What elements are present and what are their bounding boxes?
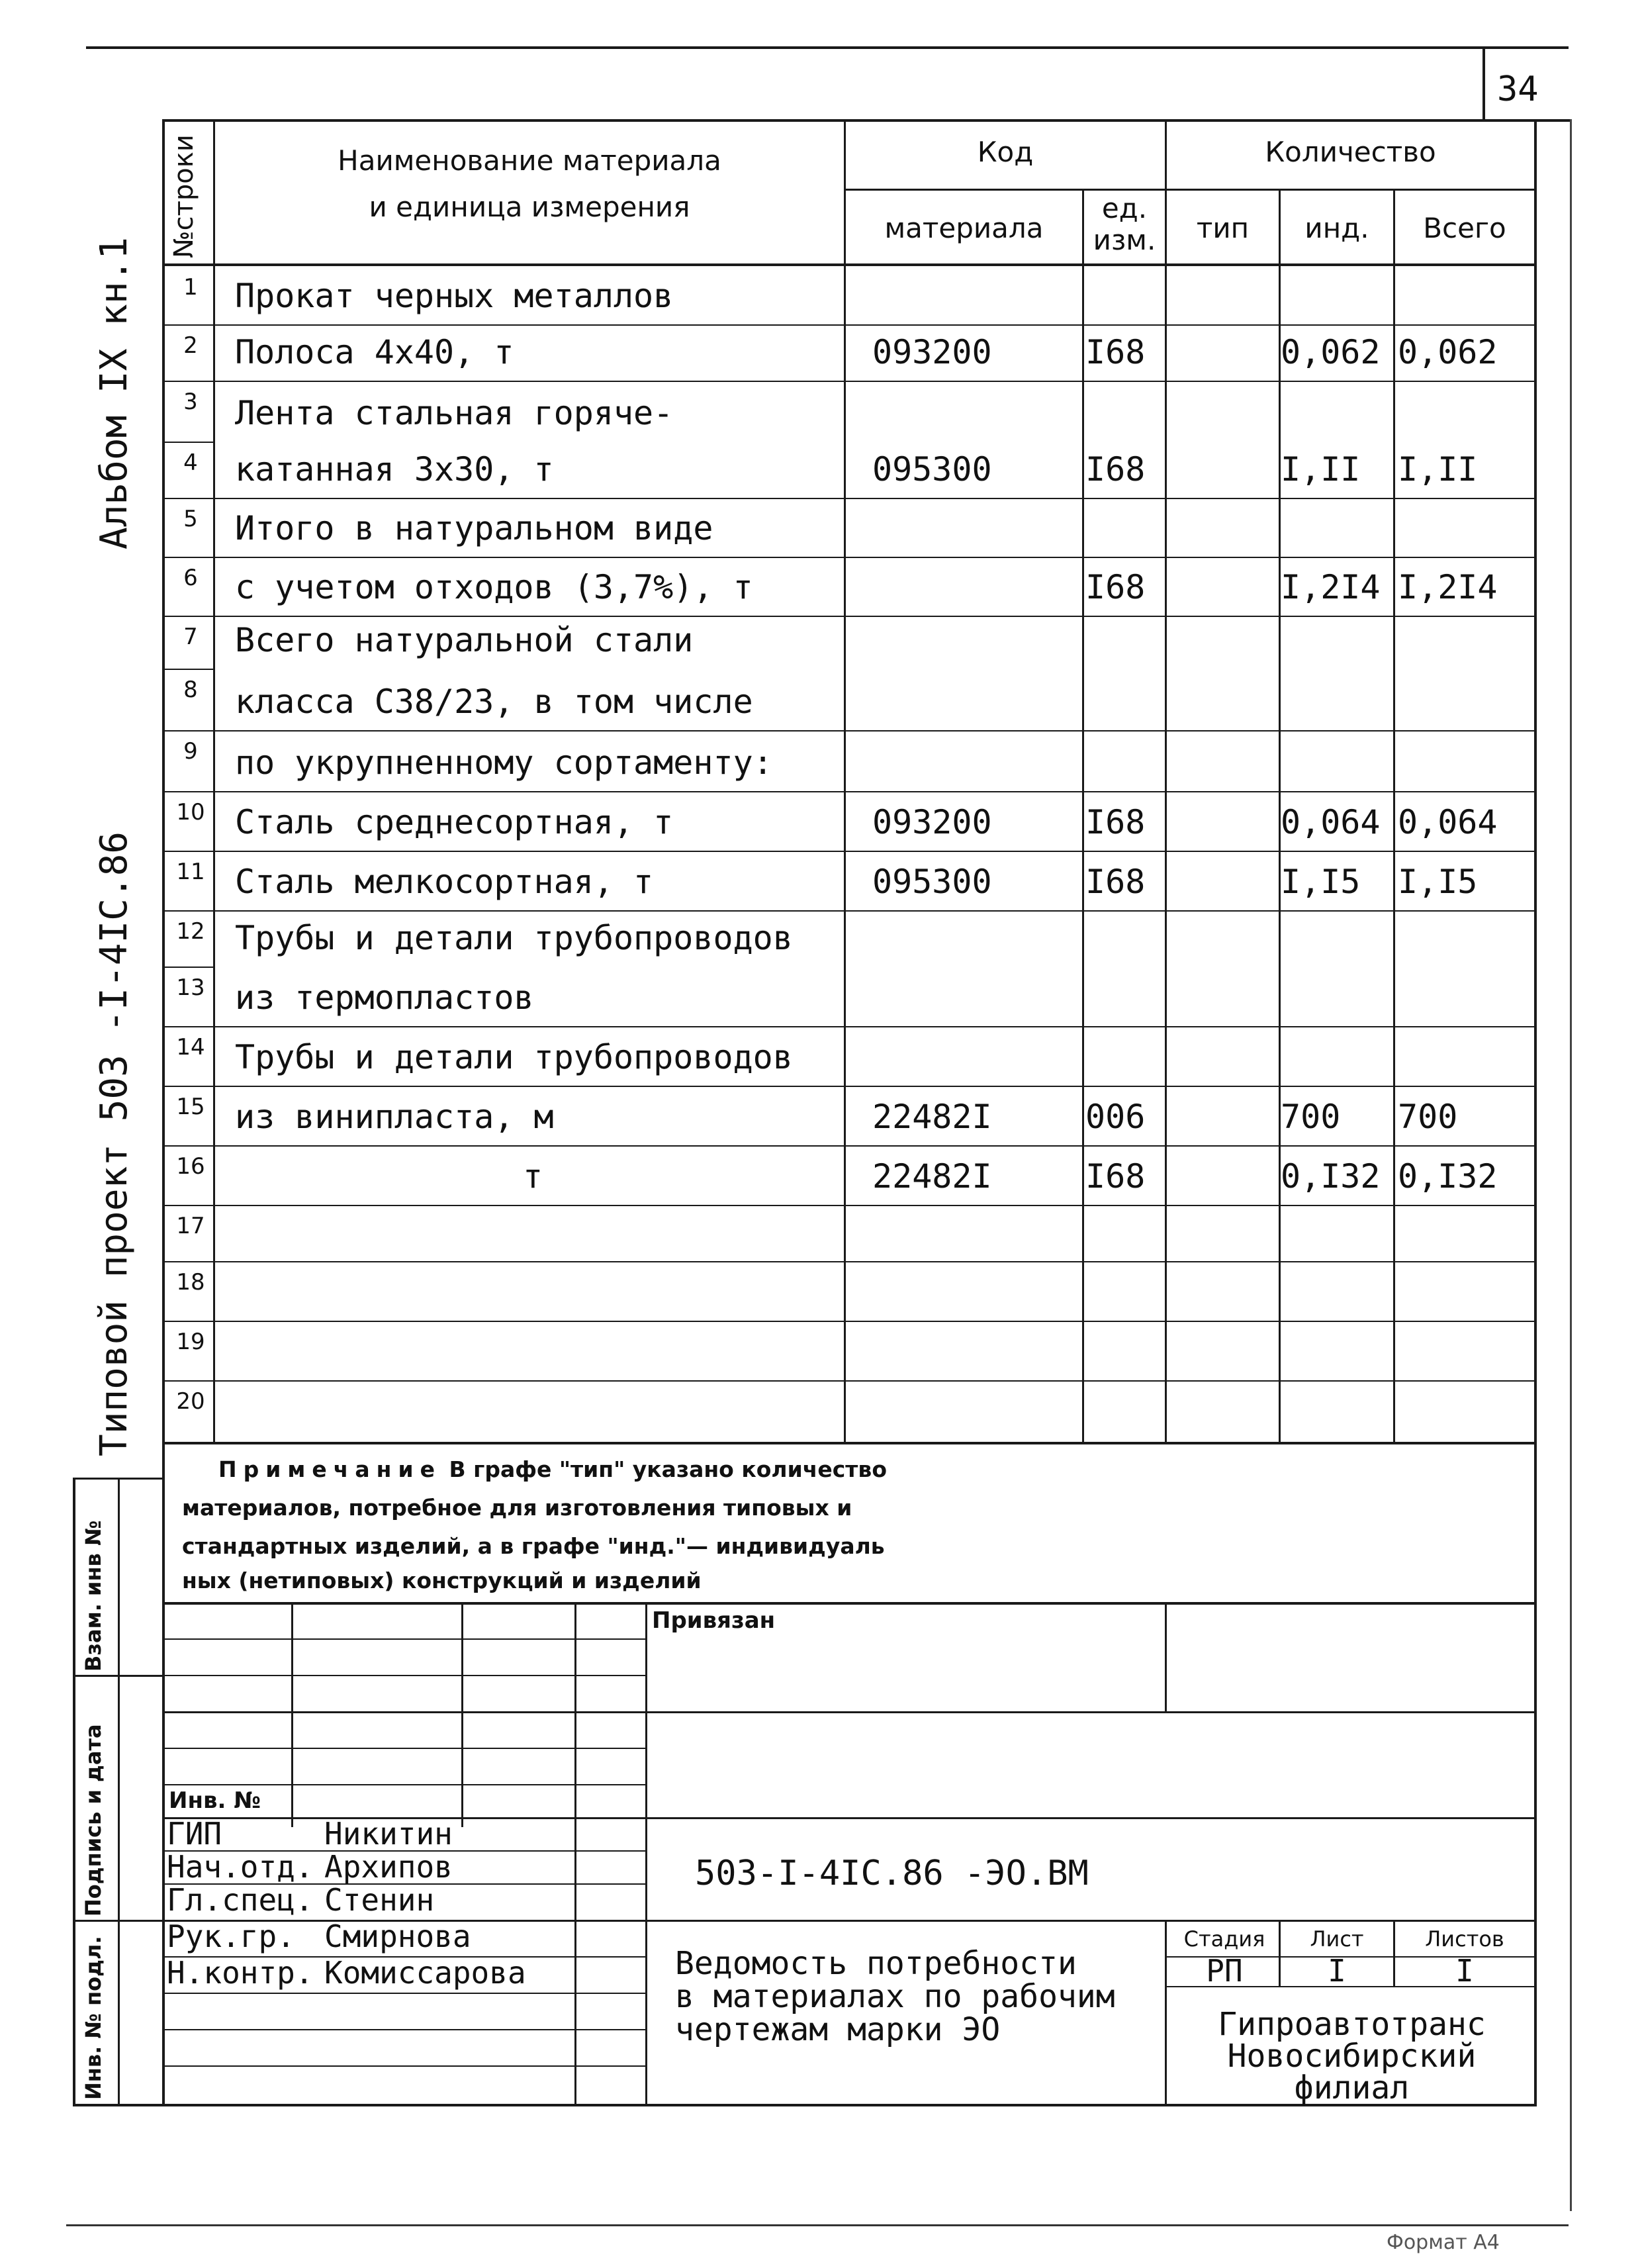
row-name: с учетом отходов (3,7%), т <box>235 568 753 606</box>
row-code: 093200 <box>872 803 992 841</box>
note-line4: ных (нетиповых) конструкций и изделий <box>182 1568 702 1593</box>
org-line1: Гипроавтотранс <box>1218 2006 1486 2043</box>
row-number: 13 <box>176 974 205 1001</box>
table-right <box>1534 119 1537 2104</box>
row-name: Полоса 4х40, т <box>235 333 514 371</box>
code-material-header: материала <box>884 212 1044 244</box>
page-number-box-left <box>1482 46 1485 119</box>
code-unit-header-1: ед. <box>1101 192 1148 224</box>
row-number: 16 <box>176 1153 205 1180</box>
document-code: 503-I-4IC.86 -ЭО.ВМ <box>695 1854 1089 1893</box>
row-name: Сталь мелкосортная, т <box>235 863 654 901</box>
row-unit: 006 <box>1085 1098 1146 1136</box>
row-ind: 700 <box>1281 1098 1341 1136</box>
row-number: 17 <box>176 1213 205 1239</box>
note-line2: материалов, потребное для изготовления типовых и <box>182 1495 852 1521</box>
row-ind: I,I5 <box>1281 863 1361 901</box>
right-border <box>1570 119 1572 2211</box>
row-code: 095300 <box>872 450 992 489</box>
org-line2: Новосибирский <box>1227 2038 1477 2075</box>
row-code: 22482I <box>872 1157 992 1196</box>
sheet-value: I <box>1328 1953 1346 1989</box>
row-number: 1 <box>183 274 198 301</box>
row-total: I,II <box>1398 450 1478 489</box>
row-number: 2 <box>183 332 198 359</box>
table-top <box>162 119 1570 122</box>
sheets-value: I <box>1455 1953 1474 1989</box>
row-ind: 0,I32 <box>1281 1157 1381 1196</box>
sheets-label: Листов <box>1425 1926 1504 1952</box>
signature-name: Смирнова <box>324 1918 471 1954</box>
row-name: Лента стальная горяче- <box>235 394 674 432</box>
row-code: 22482I <box>872 1098 992 1136</box>
rows-bottom <box>162 1442 1537 1444</box>
row-number: 19 <box>176 1329 205 1355</box>
row-number: 9 <box>183 738 198 765</box>
row-number: 15 <box>176 1094 205 1120</box>
inv-no-label: Инв. № <box>169 1787 261 1814</box>
privyazan-label: Привязан <box>652 1607 776 1634</box>
row-code: 095300 <box>872 863 992 901</box>
row-name: из термопластов <box>235 978 534 1017</box>
qty-ind-header: инд. <box>1304 212 1369 244</box>
row-name: Всего натуральной стали <box>235 621 694 659</box>
row-name: Прокат черных металлов <box>235 277 674 315</box>
signature-role: Рук.гр. <box>167 1918 295 1954</box>
margin-label-signature: Подпись и дата <box>81 1724 106 1916</box>
album-label: Альбом IX кн.1 <box>93 236 136 549</box>
signature-name: Никитин <box>324 1816 453 1852</box>
row-unit: I68 <box>1085 333 1146 371</box>
quantity-header: Количество <box>1265 136 1436 168</box>
signature-role: Нач.отд. <box>167 1849 314 1885</box>
row-number: 8 <box>183 677 198 703</box>
row-total: 0,064 <box>1398 803 1498 841</box>
row-number: 18 <box>176 1269 205 1296</box>
note-line3: стандартных изделий, а в графе "инд."— индивидуаль <box>182 1533 885 1559</box>
project-label: Типовой проект 503 -I-4IC.86 <box>93 831 136 1456</box>
signature-name: Архипов <box>324 1849 453 1885</box>
row-unit: I68 <box>1085 1157 1146 1196</box>
margin-label-inv: Инв. № подл. <box>81 1936 106 2100</box>
doc-title-line2: в материалах по рабочим <box>675 1978 1115 2015</box>
signature-role: Гл.спец. <box>167 1882 314 1918</box>
qty-total-header: Всего <box>1423 212 1506 244</box>
row-number: 4 <box>183 449 198 476</box>
name-header-line1: Наименование материала <box>338 144 721 177</box>
org-line3: филиал <box>1294 2069 1410 2106</box>
row-name: из винипласта, м <box>235 1098 554 1136</box>
row-name: Итого в натуральном виде <box>235 509 713 547</box>
header-bottom <box>162 263 1537 266</box>
row-code: 093200 <box>872 333 992 371</box>
row-number: 14 <box>176 1034 205 1061</box>
row-total: 0,I32 <box>1398 1157 1498 1196</box>
row-name: Трубы и детали трубопроводов <box>235 1038 793 1076</box>
note-line1: Примечание В графе "тип" указано количество <box>218 1456 887 1482</box>
row-number: 3 <box>183 389 198 415</box>
code-unit-header-2: изм. <box>1093 224 1156 256</box>
row-name: по укрупненному сортаменту: <box>235 743 773 782</box>
format-label: Формат А4 <box>1387 2231 1500 2254</box>
row-number: 7 <box>183 624 198 650</box>
signature-name: Комиссарова <box>324 1955 526 1991</box>
table-left <box>162 119 165 2104</box>
row-number: 10 <box>176 799 205 826</box>
row-number: 12 <box>176 918 205 945</box>
row-number: 6 <box>183 565 198 591</box>
row-name: Сталь среднесортная, т <box>235 803 674 841</box>
row-unit: I68 <box>1085 803 1146 841</box>
top-border <box>86 46 1569 49</box>
row-total: I,2I4 <box>1398 568 1498 606</box>
margin-label-replace: Взам. инв № <box>81 1520 106 1672</box>
row-unit: I68 <box>1085 568 1146 606</box>
row-name: т <box>523 1157 543 1196</box>
signature-role: ГИП <box>167 1816 222 1852</box>
row-number: 11 <box>176 859 205 885</box>
doc-title-line3: чертежам марки ЭО <box>675 2011 1001 2048</box>
row-ind: I,II <box>1281 450 1361 489</box>
code-header: Код <box>977 136 1034 168</box>
signature-role: Н.контр. <box>167 1955 314 1991</box>
note-label: Примечание <box>218 1456 441 1482</box>
page-number: 34 <box>1497 70 1539 109</box>
row-name: катанная 3х30, т <box>235 450 554 489</box>
name-header-line2: и единица измерения <box>369 191 690 223</box>
row-ind: I,2I4 <box>1281 568 1381 606</box>
qty-type-header: тип <box>1196 212 1250 244</box>
stage-value: РП <box>1206 1953 1243 1989</box>
row-number: 20 <box>176 1388 205 1415</box>
doc-title-line1: Ведомость потребности <box>675 1945 1077 1982</box>
sheet-label: Лист <box>1310 1926 1364 1952</box>
row-total: I,I5 <box>1398 863 1478 901</box>
row-name: класса С38/23, в том числе <box>235 683 753 721</box>
stage-label: Стадия <box>1183 1926 1265 1952</box>
signature-name: Стенин <box>324 1882 435 1918</box>
row-unit: I68 <box>1085 450 1146 489</box>
row-name: Трубы и детали трубопроводов <box>235 919 793 957</box>
row-number-header: №строки <box>169 134 199 258</box>
row-unit: I68 <box>1085 863 1146 901</box>
row-ind: 0,062 <box>1281 333 1381 371</box>
row-number: 5 <box>183 506 198 532</box>
row-total: 700 <box>1398 1098 1458 1136</box>
row-ind: 0,064 <box>1281 803 1381 841</box>
row-total: 0,062 <box>1398 333 1498 371</box>
